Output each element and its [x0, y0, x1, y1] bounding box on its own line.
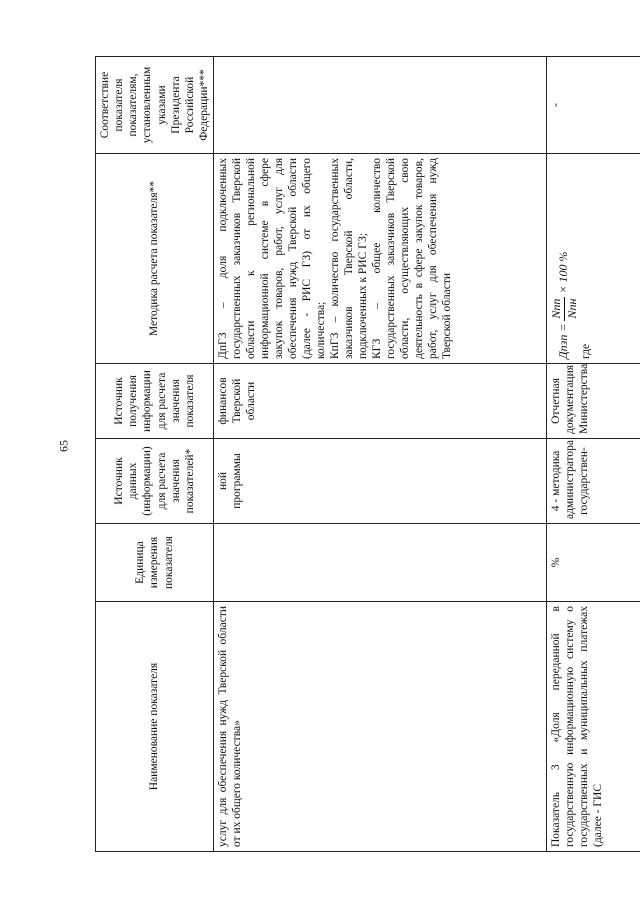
header-method: Методика расчета показателя**: [96, 154, 214, 364]
method-paragraph-kgz: КГЗ – общее количество государственных заказчиков Тверской области, осуществляющих свою деятельность в сфере закупок товаров, работ, услуг для обеспечения нужд Тверской области: [371, 158, 454, 359]
header-data-source: Источник данных (информации) для расчета значения показателей*: [96, 439, 214, 524]
table-header-row: [96, 57, 214, 852]
row1-name: услуг для обеспечения нужд Тверской области от их общего количества»: [214, 602, 547, 852]
formula-numerator: Nпп: [549, 298, 563, 319]
row2-data-source: 4 - методика администратора государствен-: [547, 439, 640, 524]
row1-compliance: [214, 57, 547, 154]
row2-compliance: -: [547, 57, 640, 154]
row1-source: финансов Тверской области: [214, 364, 547, 439]
header-unit: Единица измерения показателя: [96, 524, 214, 602]
row2-source: Отчетная документация Министерства: [547, 364, 640, 439]
method-paragraph-dpgz: ДпГЗ – доля подключенных государственных заказчиков Тверской области к региональной информационной системе в сфере закупок товаров, работ, услуг для обеспечения нужд Тверской области (далее - РИС ГЗ) от их общего количества;: [217, 158, 328, 359]
indicator-table: [95, 56, 640, 852]
header-compliance: Соответствие показателя показателям, установленным указами Президента Российской Федерации***: [96, 57, 214, 154]
formula-lhs: Дпзп =: [555, 323, 570, 359]
method-tail: где: [580, 343, 593, 359]
formula-rhs: × 100 %: [555, 251, 570, 294]
table-row: [214, 57, 547, 852]
indicator-table-sheet: [95, 57, 640, 852]
method-formula: [549, 158, 579, 359]
row2-method: [547, 154, 640, 364]
row2-name: Показатель 3 «Доля переданной в государственную информационную систему о государственных и муниципальных платежах (далее - ГИС: [547, 602, 640, 852]
table-row: [547, 57, 640, 852]
formula-denominator: Nпн: [564, 298, 579, 319]
formula-fraction: [549, 297, 579, 321]
row1-unit: [214, 524, 547, 602]
page-number: 65: [56, 440, 71, 452]
row1-method: [214, 154, 547, 364]
row2-unit: %: [547, 524, 640, 602]
header-name: Наименование показателя: [96, 602, 214, 852]
header-source: Источник получения информации для расчета значения показателя: [96, 364, 214, 439]
row1-data-source: ной программы: [214, 439, 547, 524]
method-paragraph-kpgz: КпГЗ – количество государственных заказчиков Тверской области, подключенных к РИС ГЗ;: [329, 158, 370, 359]
